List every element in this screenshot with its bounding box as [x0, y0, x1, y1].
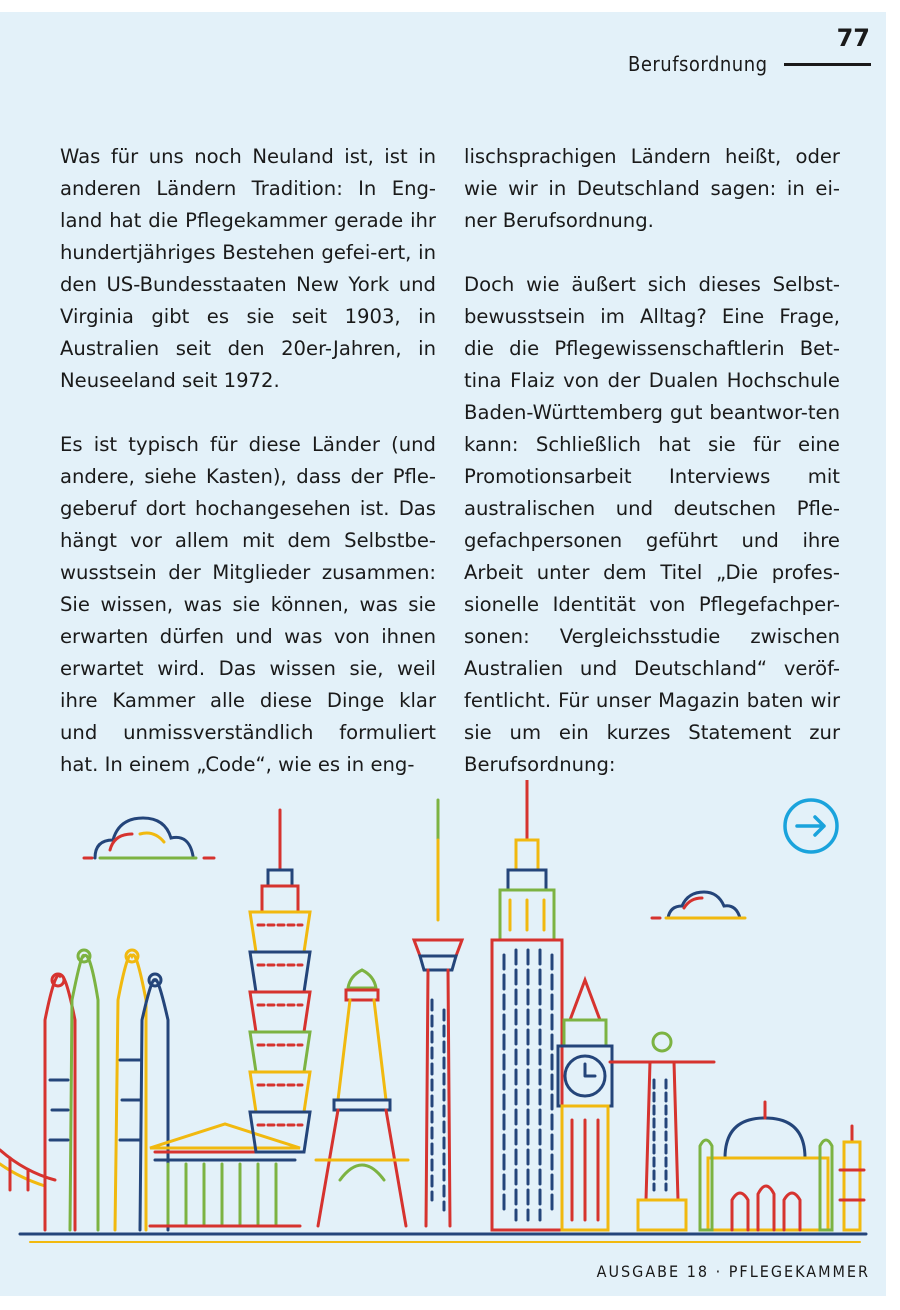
paragraph: Es ist typisch für diese Länder (und andere, siehe Kasten), dass der Pfle-geberuf dort hochangesehen ist. Das hängt vor allem mit dem Selbstbe-wusstsein der Mitglieder zusammen: Sie wissen, was sie können, was sie erwarten dürfen und was von ihnen erwartet wird. Das wissen sie, weil ihre Kammer alle diese Dinge klar und unmissverständlich formuliert hat. In einem „Code“, wie es in eng- [60, 433, 436, 776]
cloud-left [84, 818, 214, 858]
city-skyline-illustration [0, 780, 886, 1250]
article-column-left [60, 141, 436, 781]
cathedral-spires [45, 950, 168, 1230]
cloud-right [652, 892, 745, 918]
paragraph: Was für uns noch Neuland ist, ist in anderen Ländern Tradition: In Eng-land hat die Pflegekammer gerade ihr hundertjähriges Bestehen gefei-ert, in den US-Bundesstaaten New York und Virginia gibt es sie seit 1903, in Australien seit den 20er-Jahren, in Neuseeland seit 1972. [60, 145, 436, 392]
section-rule [784, 63, 871, 66]
tiered-tower [250, 810, 310, 1152]
article-column-right [464, 141, 840, 781]
tv-tower [414, 800, 462, 1226]
domed-palace [700, 1102, 832, 1230]
issue-footer: AUSGABE 18 · PFLEGEKAMMER [596, 1262, 870, 1281]
paragraph: lischsprachigen Ländern heißt, oder wie wir in Deutschland sagen: in ei-ner Berufsordnung. [464, 145, 840, 232]
classical-building [150, 1124, 300, 1226]
eiffel-tower [316, 970, 408, 1226]
bridge [0, 1150, 55, 1190]
skyscraper [492, 780, 562, 1230]
arrow-right-circle-icon[interactable] [782, 797, 840, 855]
clock-tower [558, 980, 612, 1230]
section-title: Berufsordnung [628, 52, 768, 76]
statue [610, 1033, 714, 1230]
paragraph: Doch wie äußert sich dieses Selbst-bewusstsein im Alltag? Eine Frage, die die Pflegewissenschaftlerin Bet-tina Flaiz von der Dualen Hochschule Baden-Württemberg gut beantwor-ten kann: Schließlich hat sie für eine Promotionsarbeit Interviews mit australischen und deutschen Pfle-gefachpersonen geführt und ihre Arbeit unter dem Titel „Die profes-sionelle Identität von Pflegefachper-sonen: Vergleichsstudie zwischen Australien und Deutschland“ veröf-fentlicht. Für unser Magazin baten wir sie um ein kurzes Statement zur Berufsordnung: [464, 273, 840, 776]
page-number: 77 [836, 24, 870, 52]
minaret [840, 1126, 864, 1230]
